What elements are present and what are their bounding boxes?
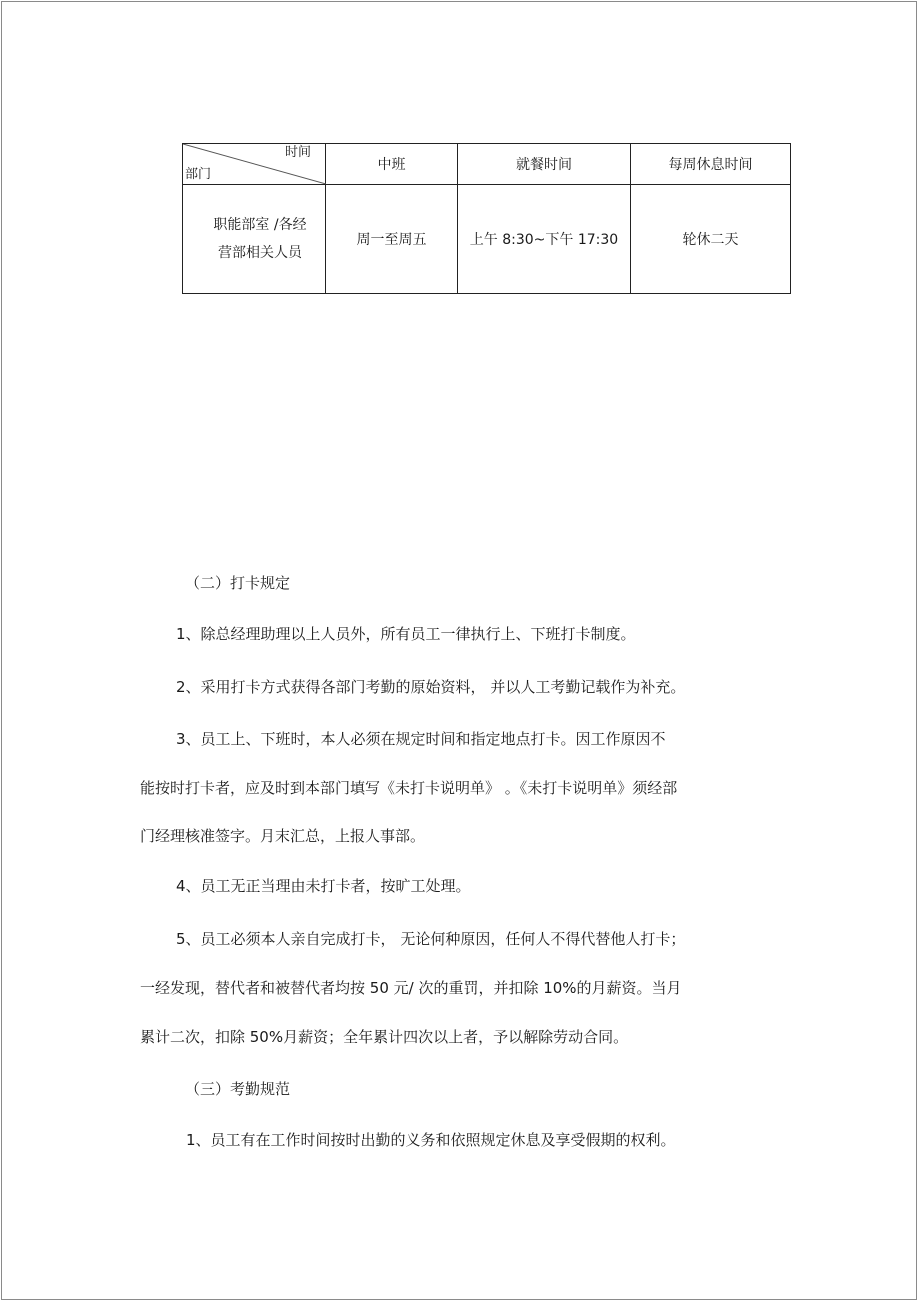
table-header-row bbox=[183, 144, 791, 185]
diagonal-header-cell bbox=[183, 144, 326, 185]
section2-item-5-line-1: 5、员工必须本人亲自完成打卡， 无论何种原因，任何人不得代替他人打卡； bbox=[176, 930, 686, 948]
section2-item-4: 4、员工无正当理由未打卡者，按旷工处理。 bbox=[176, 877, 471, 895]
header-weekly-rest: 每周休息时间 bbox=[631, 144, 791, 185]
schedule-table bbox=[182, 143, 791, 294]
corner-label-dept: 部门 bbox=[185, 167, 212, 182]
header-meal-time: 就餐时间 bbox=[458, 144, 631, 185]
section2-item-3-line-2: 能按时打卡者，应及时到本部门填写《未打卡说明单》 。《未打卡说明单》须经部 bbox=[140, 779, 678, 797]
section3-heading: （三）考勤规范 bbox=[185, 1080, 291, 1098]
section3-item-1: 1、员工有在工作时间按时出勤的义务和依照规定休息及享受假期的权利。 bbox=[186, 1131, 676, 1149]
dept-line-2: 营部相关人员 bbox=[218, 245, 302, 261]
section2-item-1: 1、除总经理助理以上人员外，所有员工一律执行上、下班打卡制度。 bbox=[176, 625, 636, 643]
section2-heading: （二）打卡规定 bbox=[185, 574, 291, 592]
section2-item-3-line-3: 门经理核准签字。月末汇总，上报人事部。 bbox=[140, 827, 426, 845]
cell-meal-time: 上午 8:30~下午 17:30 bbox=[458, 185, 631, 294]
section2-item-5-line-3: 累计二次，扣除 50%月薪资；全年累计四次以上者，予以解除劳动合同。 bbox=[140, 1028, 629, 1046]
cell-days: 周一至周五 bbox=[326, 185, 458, 294]
header-shift: 中班 bbox=[326, 144, 458, 185]
section2-item-2: 2、采用打卡方式获得各部门考勤的原始资料， 并以人工考勤记载作为补充。 bbox=[176, 678, 686, 696]
cell-rest: 轮休二天 bbox=[631, 185, 791, 294]
corner-label-time: 时间 bbox=[284, 145, 311, 160]
section2-item-3-line-1: 3、员工上、下班时，本人必须在规定时间和指定地点打卡。因工作原因不 bbox=[176, 730, 666, 748]
table-row bbox=[183, 185, 791, 294]
section2-item-5-line-2: 一经发现，替代者和被替代者均按 50 元/ 次的重罚，并扣除 10%的月薪资。当月 bbox=[140, 979, 682, 997]
cell-department bbox=[183, 185, 326, 294]
dept-line-1: 职能部室 /各经 bbox=[213, 217, 307, 233]
